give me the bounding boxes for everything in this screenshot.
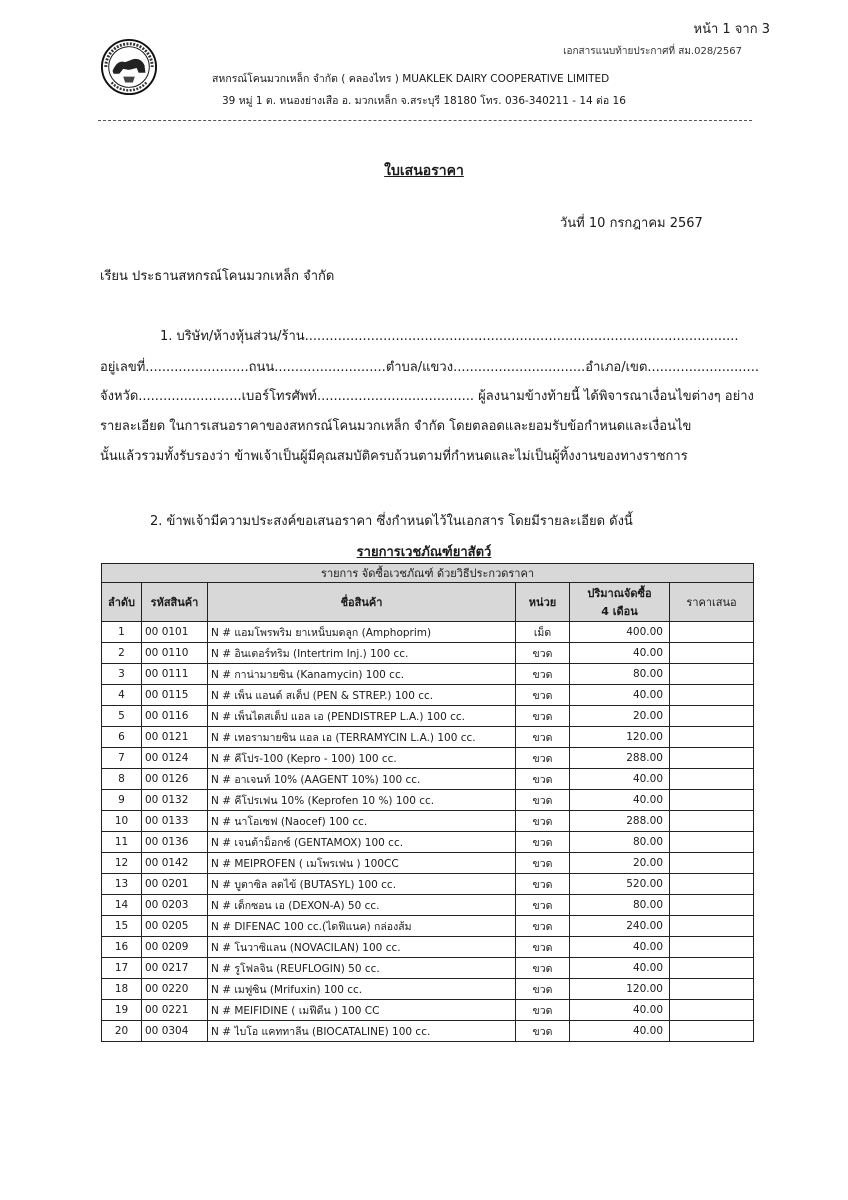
purchase-quantity: 40.00 <box>570 685 670 706</box>
row-number: 5 <box>102 706 142 727</box>
row-number: 17 <box>102 958 142 979</box>
body-line-5: นั้นแล้วรวมทั้งรับรองว่า ข้าพเจ้าเป็นผู้มีคุณสมบัติครบถ้วนตามที่กำหนดและไม่เป็นผู้ทิ้งงานของทางราชการ <box>100 449 688 464</box>
table-row <box>102 727 754 748</box>
purchase-quantity: 40.00 <box>570 643 670 664</box>
row-number: 11 <box>102 832 142 853</box>
offer-price[interactable] <box>670 874 754 895</box>
offer-price[interactable] <box>670 832 754 853</box>
purchase-quantity: 80.00 <box>570 895 670 916</box>
product-unit: ขวด <box>516 1021 570 1042</box>
row-number: 1 <box>102 622 142 643</box>
row-number: 8 <box>102 769 142 790</box>
product-unit: ขวด <box>516 874 570 895</box>
product-name: N # เพ็น แอนด์ สเต็ป (PEN & STREP.) 100 cc. <box>208 685 516 706</box>
product-code: 00 0132 <box>142 790 208 811</box>
purchase-quantity: 40.00 <box>570 790 670 811</box>
offer-price[interactable] <box>670 937 754 958</box>
product-name: N # ไบโอ แคททาลีน (BIOCATALINE) 100 cc. <box>208 1021 516 1042</box>
offer-price[interactable] <box>670 811 754 832</box>
product-unit: ขวด <box>516 685 570 706</box>
product-name: N # เด็กซอน เอ (DEXON-A) 50 cc. <box>208 895 516 916</box>
product-code: 00 0142 <box>142 853 208 874</box>
product-name: N # เมฟูซิน (Mrifuxin) 100 cc. <box>208 979 516 1000</box>
purchase-quantity: 20.00 <box>570 706 670 727</box>
purchase-quantity: 240.00 <box>570 916 670 937</box>
organization-address: 39 หมู่ 1 ต. หนองย่างเสือ อ. มวกเหล็ก จ.สระบุรี 18180 โทร. 036-340211 - 14 ต่อ 16 <box>222 95 626 107</box>
table-row <box>102 832 754 853</box>
purchase-quantity: 288.00 <box>570 811 670 832</box>
table-row <box>102 1000 754 1021</box>
product-code: 00 0136 <box>142 832 208 853</box>
offer-price[interactable] <box>670 790 754 811</box>
offer-price[interactable] <box>670 1000 754 1021</box>
table-row <box>102 1021 754 1042</box>
product-unit: ขวด <box>516 895 570 916</box>
product-name: N # คีโปร-100 (Kepro - 100) 100 cc. <box>208 748 516 769</box>
table-row <box>102 643 754 664</box>
purchase-quantity: 80.00 <box>570 664 670 685</box>
product-code: 00 0116 <box>142 706 208 727</box>
product-name: N # นาโอเซฟ (Naocef) 100 cc. <box>208 811 516 832</box>
column-header-code: รหัสสินค้า <box>142 583 208 622</box>
purchase-quantity: 520.00 <box>570 874 670 895</box>
table-row <box>102 811 754 832</box>
product-unit: ขวด <box>516 769 570 790</box>
product-unit: ขวด <box>516 643 570 664</box>
row-number: 15 <box>102 916 142 937</box>
product-code: 00 0101 <box>142 622 208 643</box>
document-date: วันที่ 10 กรกฎาคม 2567 <box>560 216 703 231</box>
document-reference: เอกสารแนบท้ายประกาศที่ สม.028/2567 <box>563 46 742 57</box>
column-header-qty-line2: 4 เดือน <box>601 605 638 618</box>
salutation: เรียน ประธานสหกรณ์โคนมวกเหล็ก จำกัด <box>100 269 335 284</box>
offer-price[interactable] <box>670 748 754 769</box>
product-unit: ขวด <box>516 727 570 748</box>
table-row <box>102 874 754 895</box>
column-header-name: ชื่อสินค้า <box>208 583 516 622</box>
purchase-quantity: 20.00 <box>570 853 670 874</box>
product-unit: ขวด <box>516 790 570 811</box>
table-row <box>102 916 754 937</box>
offer-price[interactable] <box>670 979 754 1000</box>
product-name: N # แอมโพรพริม ยาเหน็บมดลูก (Amphoprim) <box>208 622 516 643</box>
row-number: 16 <box>102 937 142 958</box>
column-header-unit: หน่วย <box>516 583 570 622</box>
product-unit: ขวด <box>516 706 570 727</box>
product-unit: ขวด <box>516 958 570 979</box>
purchase-quantity: 40.00 <box>570 958 670 979</box>
organization-name: สหกรณ์โคนมวกเหล็ก จำกัด ( คลองไทร ) MUAKLEK DAIRY COOPERATIVE LIMITED <box>212 73 610 85</box>
product-name: N # เจนต้าม็อกซ์ (GENTAMOX) 100 cc. <box>208 832 516 853</box>
column-header-price: ราคาเสนอ <box>670 583 754 622</box>
product-name: N # อาเจนท์ 10% (AAGENT 10%) 100 cc. <box>208 769 516 790</box>
product-code: 00 0110 <box>142 643 208 664</box>
product-unit: ขวด <box>516 664 570 685</box>
purchase-quantity: 40.00 <box>570 1000 670 1021</box>
table-subtitle: รายการ จัดซื้อเวชภัณฑ์ ด้วยวิธีประกวดราคา <box>102 564 754 583</box>
column-header-qty-line1: ปริมาณจัดซื้อ <box>587 587 652 600</box>
product-name: N # เพ็นไดสเต็ป แอล เอ (PENDISTREP L.A.) 100 cc. <box>208 706 516 727</box>
product-code: 00 0209 <box>142 937 208 958</box>
document-title-text: ใบเสนอราคา <box>384 163 464 179</box>
items-table <box>101 563 754 1042</box>
table-row <box>102 958 754 979</box>
document-title <box>0 160 848 182</box>
row-number: 3 <box>102 664 142 685</box>
row-number: 19 <box>102 1000 142 1021</box>
row-number: 20 <box>102 1021 142 1042</box>
column-header-no: ลำดับ <box>102 583 142 622</box>
product-code: 00 0124 <box>142 748 208 769</box>
table-row <box>102 685 754 706</box>
offer-price[interactable] <box>670 895 754 916</box>
purchase-quantity: 80.00 <box>570 832 670 853</box>
product-unit: เม็ด <box>516 622 570 643</box>
row-number: 10 <box>102 811 142 832</box>
product-unit: ขวด <box>516 937 570 958</box>
table-row <box>102 979 754 1000</box>
offer-price[interactable] <box>670 664 754 685</box>
product-code: 00 0133 <box>142 811 208 832</box>
company-name-line: 1. บริษัท/ห้างหุ้นส่วน/ร้าน......................................................................................................... <box>160 329 739 344</box>
product-code: 00 0121 <box>142 727 208 748</box>
table-row <box>102 769 754 790</box>
offer-price[interactable] <box>670 958 754 979</box>
product-name: N # อินเตอร์ทริม (Intertrim Inj.) 100 cc. <box>208 643 516 664</box>
product-code: 00 0304 <box>142 1021 208 1042</box>
row-number: 9 <box>102 790 142 811</box>
product-unit: ขวด <box>516 811 570 832</box>
purchase-quantity: 40.00 <box>570 769 670 790</box>
offer-price[interactable] <box>670 643 754 664</box>
product-name: N # รูโฟลจิน (REUFLOGIN) 50 cc. <box>208 958 516 979</box>
product-name: N # กาน่ามายซิน (Kanamycin) 100 cc. <box>208 664 516 685</box>
row-number: 7 <box>102 748 142 769</box>
purchase-quantity: 120.00 <box>570 727 670 748</box>
product-code: 00 0201 <box>142 874 208 895</box>
list-title-text: รายการเวชภัณฑ์ยาสัตว์ <box>356 545 492 560</box>
product-unit: ขวด <box>516 979 570 1000</box>
table-row <box>102 790 754 811</box>
purchase-quantity: 288.00 <box>570 748 670 769</box>
purchase-quantity: 120.00 <box>570 979 670 1000</box>
offer-price[interactable] <box>670 727 754 748</box>
page-indicator: หน้า 1 จาก 3 <box>693 22 770 37</box>
row-number: 18 <box>102 979 142 1000</box>
product-unit: ขวด <box>516 1000 570 1021</box>
purchase-quantity: 40.00 <box>570 937 670 958</box>
product-unit: ขวด <box>516 748 570 769</box>
product-code: 00 0217 <box>142 958 208 979</box>
purchase-quantity: 400.00 <box>570 622 670 643</box>
table-row <box>102 853 754 874</box>
column-header-qty <box>570 583 670 622</box>
header-divider <box>98 120 752 121</box>
product-code: 00 0111 <box>142 664 208 685</box>
table-row <box>102 664 754 685</box>
product-unit: ขวด <box>516 832 570 853</box>
row-number: 2 <box>102 643 142 664</box>
offer-price[interactable] <box>670 853 754 874</box>
offer-price[interactable] <box>670 769 754 790</box>
product-code: 00 0205 <box>142 916 208 937</box>
offer-price[interactable] <box>670 916 754 937</box>
product-code: 00 0220 <box>142 979 208 1000</box>
product-name: N # คีโปรเฟน 10% (Keprofen 10 %) 100 cc. <box>208 790 516 811</box>
row-number: 12 <box>102 853 142 874</box>
cooperative-seal-icon <box>100 38 158 96</box>
product-code: 00 0221 <box>142 1000 208 1021</box>
row-number: 4 <box>102 685 142 706</box>
table-body <box>102 622 754 1042</box>
product-unit: ขวด <box>516 916 570 937</box>
product-name: N # MEIPROFEN ( เมโพรเฟน ) 100CC <box>208 853 516 874</box>
product-name: N # เทอรามายซิน แอล เอ (TERRAMYCIN L.A.) 100 cc. <box>208 727 516 748</box>
product-name: N # DIFENAC 100 cc.(ไดฟีแนค) กล่องส้ม <box>208 916 516 937</box>
product-name: N # บูตาซิล ลดไข้ (BUTASYL) 100 cc. <box>208 874 516 895</box>
list-title <box>0 541 848 562</box>
row-number: 6 <box>102 727 142 748</box>
address-line: อยู่เลขที่.........................ถนน...........................ตำบล/แขวง................................อำเภอ/เขต........................... <box>100 360 759 375</box>
product-code: 00 0126 <box>142 769 208 790</box>
body-line-4: รายละเอียด ในการเสนอราคาของสหกรณ์โคนมวกเหล็ก จำกัด โดยตลอดและยอมรับข้อกำหนดและเงื่อนไข <box>100 419 692 434</box>
row-number: 13 <box>102 874 142 895</box>
product-code: 00 0115 <box>142 685 208 706</box>
product-name: N # โนวาซิแลน (NOVACILAN) 100 cc. <box>208 937 516 958</box>
product-unit: ขวด <box>516 853 570 874</box>
product-name: N # MEIFIDINE ( เมฟีดีน ) 100 CC <box>208 1000 516 1021</box>
offer-price[interactable] <box>670 1021 754 1042</box>
table-row <box>102 622 754 643</box>
section-2-text: 2. ข้าพเจ้ามีความประสงค์ขอเสนอราคา ซึ่งกำหนดไว้ในเอกสาร โดยมีรายละเอียด ดังนี้ <box>150 514 633 529</box>
offer-price[interactable] <box>670 622 754 643</box>
offer-price[interactable] <box>670 706 754 727</box>
table-row <box>102 895 754 916</box>
table-row <box>102 706 754 727</box>
product-code: 00 0203 <box>142 895 208 916</box>
table-row <box>102 937 754 958</box>
purchase-quantity: 40.00 <box>570 1021 670 1042</box>
table-row <box>102 748 754 769</box>
offer-price[interactable] <box>670 685 754 706</box>
row-number: 14 <box>102 895 142 916</box>
province-line: จังหวัด.........................เบอร์โทรศัพท์...................................... ผู้ลงนามข้างท้ายนี้ ได้พิจารณาเงื่อนไขต่างๆ อย่าง <box>100 389 754 404</box>
